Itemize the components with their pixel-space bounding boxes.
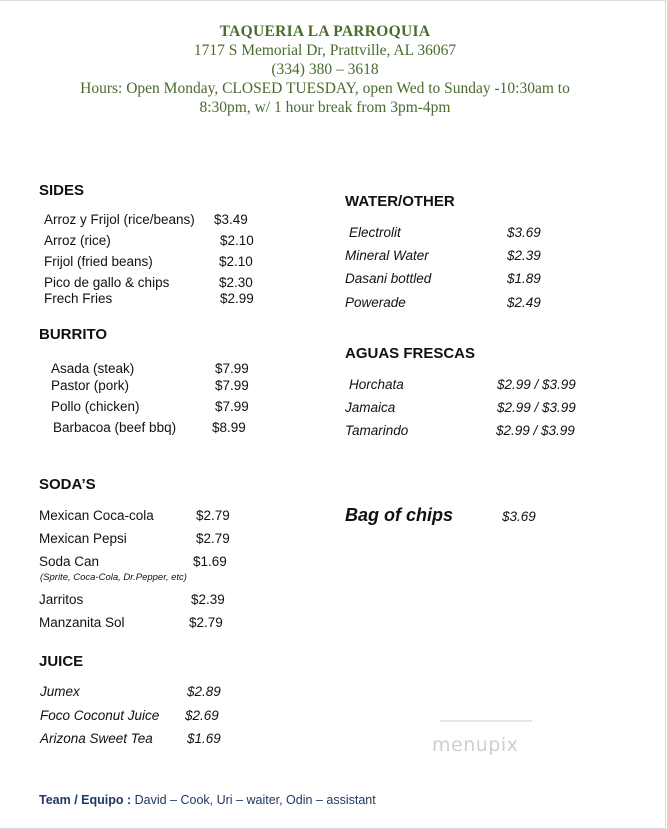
soda-item-name: Mexican Pepsi bbox=[39, 531, 127, 546]
team-footer bbox=[39, 793, 376, 807]
sides-item-name: Frech Fries bbox=[44, 291, 113, 306]
sides-item-price: $2.10 bbox=[220, 233, 254, 248]
team-label: Team / Equipo : bbox=[39, 793, 132, 807]
soda-item-name: Mexican Coca-cola bbox=[39, 508, 154, 523]
juice-item-price: $1.69 bbox=[187, 731, 221, 746]
soda-item-price: $2.39 bbox=[191, 592, 225, 607]
water-heading: WATER/OTHER bbox=[345, 193, 455, 210]
soda-item-name: Soda Can bbox=[39, 554, 100, 569]
soda-item-price: $2.79 bbox=[189, 615, 223, 630]
burrito-item-name: Barbacoa (beef bbq) bbox=[53, 420, 177, 435]
hours-line-2: 8:30pm, w/ 1 hour break from 3pm-4pm bbox=[199, 99, 451, 116]
sodas-heading: SODA’S bbox=[39, 476, 96, 493]
water-item-name: Electrolit bbox=[349, 225, 401, 240]
juice-item-name: Foco Coconut Juice bbox=[40, 708, 160, 723]
soda-item-name: Jarritos bbox=[39, 592, 84, 607]
aguas-item-price: $2.99 / $3.99 bbox=[497, 377, 576, 392]
sides-item-name: Arroz (rice) bbox=[44, 233, 111, 248]
water-item-price: $1.89 bbox=[507, 271, 541, 286]
soda-item-price: $2.79 bbox=[196, 531, 230, 546]
juice-item-name: Jumex bbox=[40, 684, 80, 699]
burrito-item-name: Pollo (chicken) bbox=[51, 399, 140, 414]
juice-item-name: Arizona Sweet Tea bbox=[40, 731, 153, 746]
aguas-item-price: $2.99 / $3.99 bbox=[497, 400, 576, 415]
water-item-name: Powerade bbox=[345, 295, 406, 310]
team-members: David – Cook, Uri – waiter, Odin – assistant bbox=[131, 793, 376, 807]
sides-item-name: Arroz y Frijol (rice/beans) bbox=[44, 212, 195, 227]
sides-item-name: Frijol (fried beans) bbox=[44, 254, 153, 269]
aguas-heading: AGUAS FRESCAS bbox=[345, 345, 476, 362]
chips-item-name: Bag of chips bbox=[345, 505, 454, 525]
aguas-item-name: Horchata bbox=[349, 377, 404, 392]
hours-line-1: Hours: Open Monday, CLOSED TUESDAY, open Wed to Sunday -10:30am to bbox=[80, 80, 570, 97]
sides-item-name: Pico de gallo & chips bbox=[44, 275, 170, 290]
menupix-watermark: menupix bbox=[432, 734, 519, 756]
burrito-item-price: $7.99 bbox=[215, 399, 249, 414]
aguas-item-price: $2.99 / $3.99 bbox=[496, 423, 575, 438]
chips-item-price: $3.69 bbox=[502, 509, 536, 524]
sides-item-price: $2.10 bbox=[219, 254, 253, 269]
soda-item-name: Manzanita Sol bbox=[39, 615, 125, 630]
soda-can-note: (Sprite, Coca-Cola, Dr.Pepper, etc) bbox=[40, 572, 187, 583]
water-item-price: $3.69 bbox=[507, 225, 541, 240]
juice-heading: JUICE bbox=[39, 653, 84, 670]
restaurant-header bbox=[0, 22, 650, 117]
burrito-item-price: $8.99 bbox=[212, 420, 246, 435]
sides-item-price: $2.99 bbox=[220, 291, 254, 306]
sides-item-price: $2.30 bbox=[219, 275, 253, 290]
restaurant-phone: (334) 380 – 3618 bbox=[271, 61, 379, 78]
aguas-item-name: Jamaica bbox=[345, 400, 396, 415]
burrito-item-name: Pastor (pork) bbox=[51, 378, 130, 393]
sides-heading: SIDES bbox=[39, 182, 85, 199]
juice-item-price: $2.69 bbox=[185, 708, 219, 723]
soda-item-price: $2.79 bbox=[196, 508, 230, 523]
burrito-item-price: $7.99 bbox=[215, 378, 249, 393]
water-item-price: $2.49 bbox=[507, 295, 541, 310]
burrito-item-name: Asada (steak) bbox=[51, 361, 135, 376]
water-item-name: Mineral Water bbox=[345, 248, 429, 263]
water-item-name: Dasani bottled bbox=[345, 271, 432, 286]
soda-item-price: $1.69 bbox=[193, 554, 227, 569]
water-item-price: $2.39 bbox=[507, 248, 541, 263]
restaurant-address: 1717 S Memorial Dr, Prattville, AL 36067 bbox=[193, 42, 457, 59]
restaurant-name: TAQUERIA LA PARROQUIA bbox=[219, 23, 431, 40]
burrito-heading: BURRITO bbox=[39, 326, 108, 343]
juice-item-price: $2.89 bbox=[187, 684, 221, 699]
aguas-item-name: Tamarindo bbox=[345, 423, 409, 438]
watermark-shadow bbox=[440, 720, 532, 722]
sides-item-price: $3.49 bbox=[214, 212, 248, 227]
burrito-item-price: $7.99 bbox=[215, 361, 249, 376]
